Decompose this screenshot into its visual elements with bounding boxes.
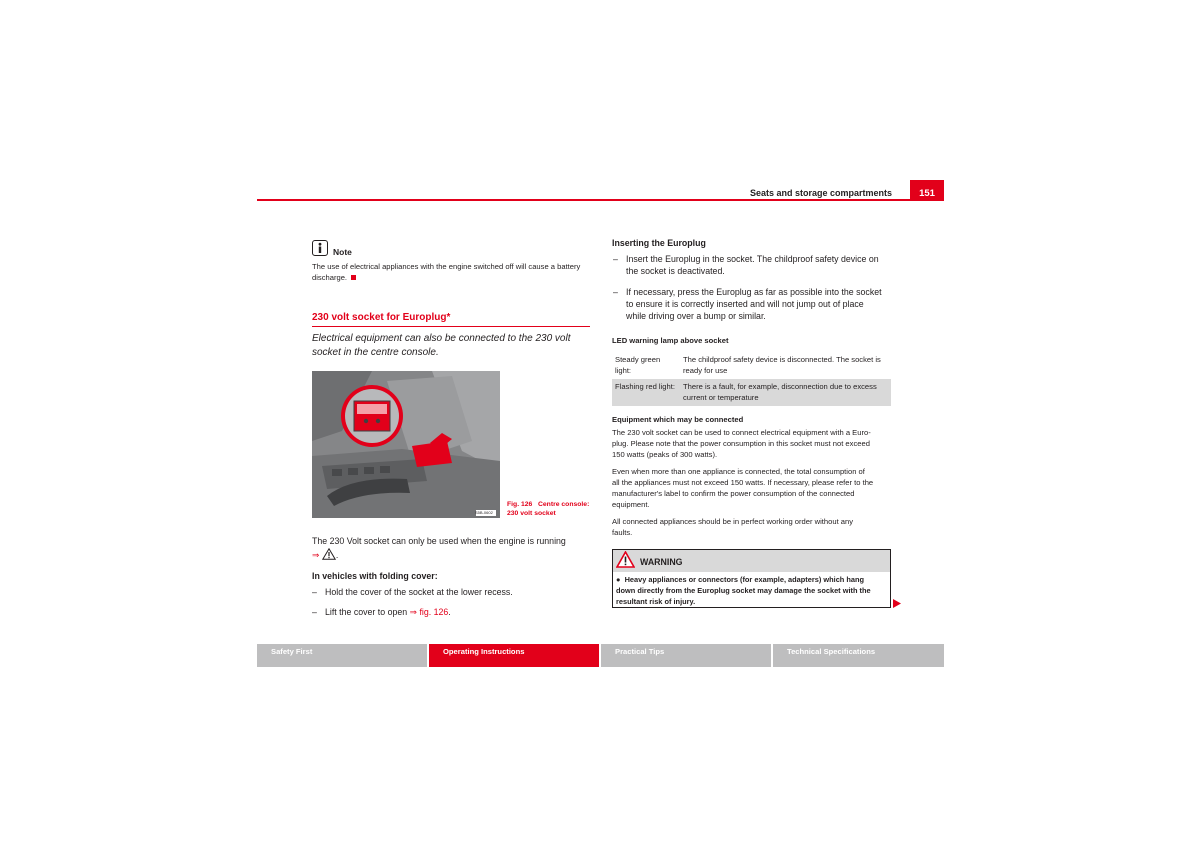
running-header-title: Seats and storage compartments: [749, 188, 892, 198]
section-lead: Electrical equipment can also be connected to the 230 volt socket in the centre console.: [312, 333, 571, 358]
equipment-paragraph-1: The 230 volt socket can be used to connect electrical equipment with a Euro- plug. Please note that the power consumption in this socket must not exceed 150 watts (peaks of 300 watts).: [612, 428, 871, 459]
note-text: The use of electrical appliances with the engine switched off will cause a battery discharge.: [312, 262, 581, 282]
figure-caption: Fig. 126 Centre console: 230 volt socket: [507, 501, 590, 517]
figure-reference-link[interactable]: ⇒ fig. 126: [409, 607, 449, 617]
engine-running-paragraph: The 230 Volt socket can only be used when the engine is running ⇒ .: [312, 535, 592, 563]
inserting-heading: Inserting the Europlug: [612, 238, 706, 248]
warning-triangle-icon: [616, 551, 635, 573]
tab-practical-tips[interactable]: Practical Tips: [601, 644, 771, 667]
figure-code: S5B-0602: [475, 510, 493, 515]
folding-cover-heading: In vehicles with folding cover:: [312, 571, 438, 581]
equipment-paragraph-2: Even when more than one appliance is connected, the total consumption of all the appliances must not exceed 150 watts. If necessary, please refer to the manufacturer's label to confirm the power consumption of the connected equipment.: [612, 467, 874, 509]
led-heading: LED warning lamp above socket: [612, 336, 729, 345]
equipment-paragraph-3: All connected appliances should be in perfect working order without any faults.: [612, 517, 854, 537]
table-row: Flashing red light: There is a fault, for example, disconnection due to excess current or temperature: [612, 379, 891, 406]
centre-console-figure: [312, 371, 500, 518]
warning-triangle-icon: [322, 548, 336, 564]
tab-operating-instructions[interactable]: Operating Instructions: [429, 644, 599, 667]
reference-arrow: ⇒: [312, 549, 320, 560]
equipment-heading: Equipment which may be connected: [612, 415, 744, 424]
warning-text: ● Heavy appliances or connectors (for example, adapters) which hang down directly from the Europlug socket may damage the socket with the resultant risk of injury.: [616, 575, 871, 606]
info-icon: [312, 240, 328, 256]
bullet-icon: ●: [616, 575, 625, 584]
header-rule: [257, 199, 943, 201]
warning-title: WARNING: [640, 557, 683, 567]
tab-safety-first[interactable]: Safety First: [257, 644, 427, 667]
end-marker-icon: [351, 275, 356, 280]
section-heading: 230 volt socket for Europlug*: [312, 312, 590, 327]
page-number: 151: [910, 180, 944, 201]
continue-arrow-icon: [893, 595, 901, 613]
led-status-table: [612, 352, 891, 406]
table-row: Steady green light: The childproof safety device is disconnected. The socket is ready for use: [612, 352, 891, 379]
note-title: Note: [333, 247, 352, 257]
tab-technical-specifications[interactable]: Technical Specifications: [773, 644, 944, 667]
